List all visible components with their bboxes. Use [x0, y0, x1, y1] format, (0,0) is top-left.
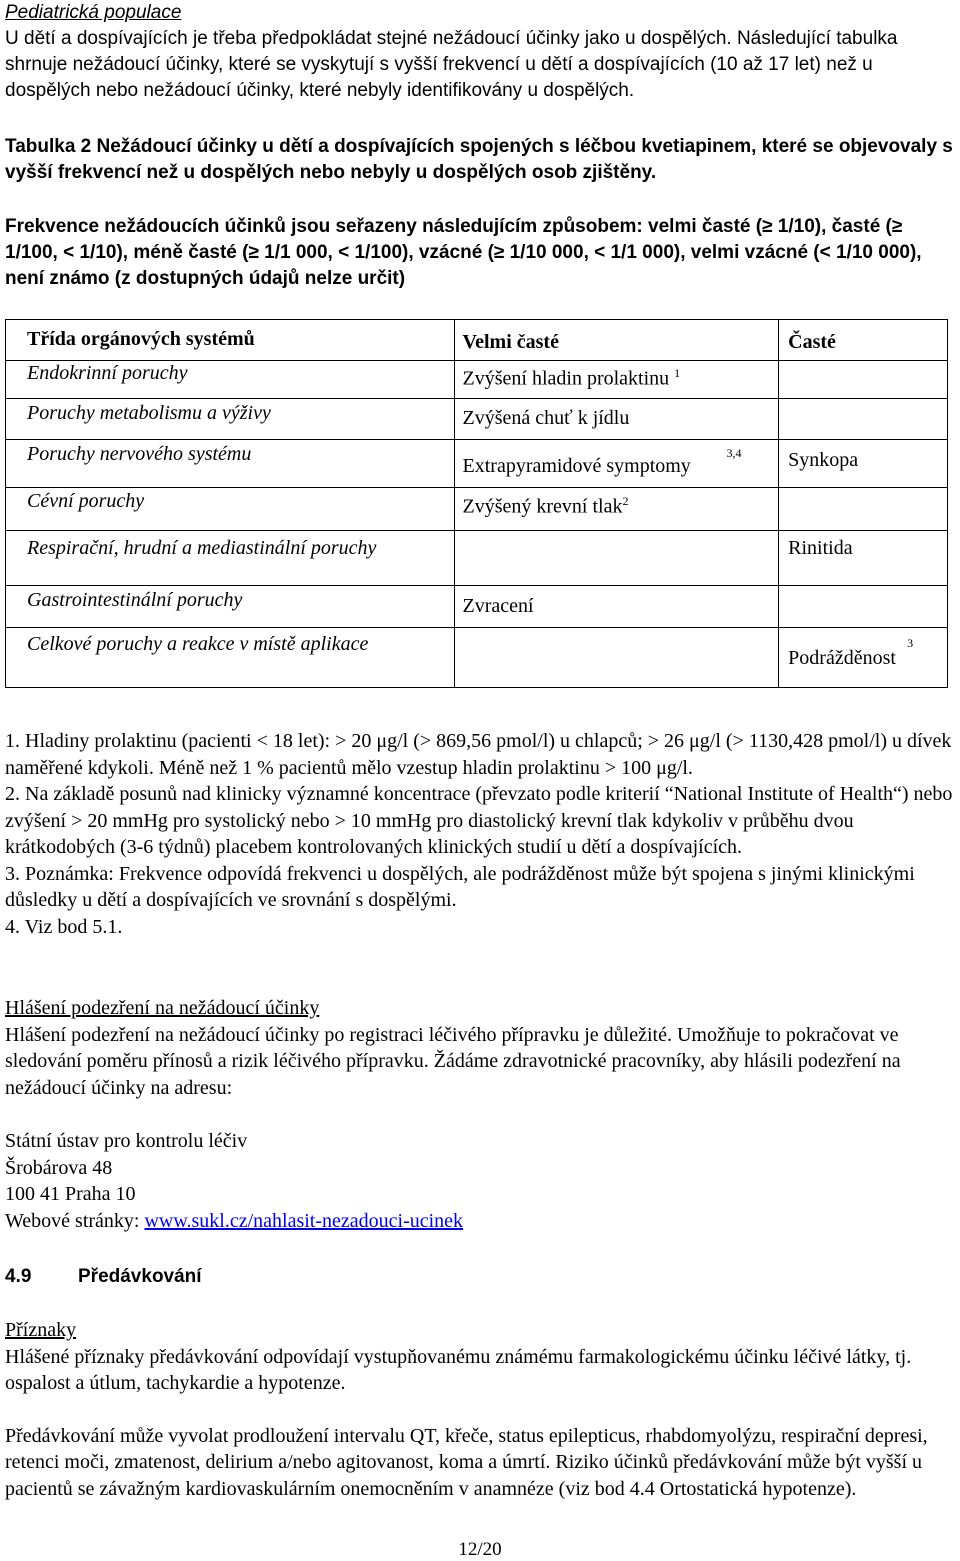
table-row — [6, 440, 948, 488]
symptoms-heading: Příznaky — [5, 1319, 77, 1341]
page-number: 12/20 — [458, 1539, 502, 1560]
soc-cell: Poruchy metabolismu a výživy — [27, 402, 271, 424]
table-row — [6, 361, 948, 399]
soc-cell: Gastrointestinální poruchy — [27, 589, 243, 611]
symptoms-paragraph-2: Předávkování může vyvolat prodloužení intervalu QT, křeče, status epilepticus, rhabdomyolýzu, respirační depresi, retenci moči, zmatenost, delirium a/nebo agitovanost, koma a úmrtí. Riziko účinků předávkování může být vyšší u pacientů se závažným kardiovaskulárním onemocněním v anamnéze (viz bod 4.4 Ortostatická hypotenze). — [5, 1424, 928, 1500]
footnote-ref: 3,4 — [726, 446, 742, 460]
header-common: Časté — [788, 331, 836, 353]
soc-cell: Cévní poruchy — [27, 490, 145, 512]
pediatric-section — [5, 0, 955, 104]
soc-cell: Celkové poruchy a reakce v místě aplikace — [27, 633, 369, 655]
common-cell: Rinitida — [788, 537, 853, 559]
footnote-4: 4. Viz bod 5.1. — [5, 915, 123, 938]
very-common-cell: Zvýšený krevní tlak$^2$ — [462, 494, 629, 518]
very-common-cell: Zvracení — [462, 595, 534, 617]
reporting-section — [5, 995, 955, 1101]
footnote-1: 1. Hladiny prolaktinu (pacienti < 18 let): > 20 μg/l (> 869,56 pmol/l) u chlapců; > 26 μg/l (> 1130,428 pmol/l) u dívek naměřené kdykoli. Méně než 1 % pacientů mělo vzestup hladin prolaktinu > 100 μg/l. — [5, 730, 952, 779]
adverse-reactions-table — [5, 319, 948, 688]
address-line: Státní ústav pro kontrolu léčiv — [5, 1130, 248, 1152]
footnotes — [5, 728, 955, 940]
section-number: 4.9 — [5, 1266, 32, 1287]
address-line: 100 41 Praha 10 — [5, 1183, 136, 1205]
table-row — [6, 488, 948, 531]
very-common-cell: Zvýšená chuť k jídlu — [462, 407, 630, 429]
soc-cell: Respirační, hrudní a mediastinální poruchy — [27, 537, 377, 559]
common-cell: Synkopa — [788, 449, 859, 471]
very-common-cell: Zvýšení hladin prolaktinu $^1$ — [462, 366, 681, 390]
header-very-common: Velmi časté — [462, 331, 559, 353]
soc-cell: Endokrinní poruchy — [27, 362, 188, 384]
address-line: Šrobárova 48 — [5, 1156, 113, 1179]
address-block — [5, 1128, 955, 1234]
table-row — [6, 628, 948, 688]
symptoms-section — [5, 1317, 955, 1502]
table-header-row — [6, 320, 948, 361]
footnote-ref: 3 — [907, 636, 914, 650]
footnote-2: 2. Na základě posunů nad klinicky významné koncentrace (převzato podle kriterií “National Institute of Health“) nebo zvýšení > 20 mmHg pro systolický nebo > 10 mmHg pro diastolický krevní tlak kdykoliv v průběhu dvou krátkodobých (3-6 týdnů) placebem kontrolovaných klinických studií u dětí a dospívajících. — [5, 783, 953, 858]
pediatric-paragraph: U dětí a dospívajících je třeba předpokládat stejné nežádoucí účinky jako u dospělých. Následující tabulka shrnuje nežádoucí účinky, které se vyskytují s vyšší frekvencí u dětí a dospívajících (10 až 17 let) než u dospělých nebo nežádoucí účinky, které nebyly identifikovány u dospělých. — [5, 28, 898, 101]
very-common-cell: Extrapyramidové symptomy — [462, 455, 691, 477]
common-cell: Podrážděnost — [788, 647, 896, 669]
table-caption: Tabulka 2 Nežádoucí účinky u dětí a dospívajících spojených s léčbou kvetiapinem, které se objevovaly s vyšší frekvencí než u dospělých nebo nebyly u dospělých osob zjištěny. — [5, 136, 953, 183]
pediatric-heading: Pediatrická populace — [5, 2, 182, 23]
reporting-paragraph: Hlášení podezření na nežádoucí účinky po registraci léčivého přípravku je důležité. Umožňuje to pokračovat ve sledování poměru přínosů a rizik léčivého přípravku. Žádáme zdravotnické pracovníky, aby hlásili podezření na nežádoucí účinky na adresu: — [5, 1023, 901, 1099]
table-row — [6, 399, 948, 440]
footnote-3: 3. Poznámka: Frekvence odpovídá frekvenci u dospělých, ale podrážděnost může být spojena s jinými klinickými důsledky u dětí a dospívajících ve srovnání s dospělými. — [5, 862, 915, 911]
reporting-heading: Hlášení podezření na nežádoucí účinky — [5, 997, 320, 1019]
section-title: Předávkování — [78, 1266, 202, 1287]
frequency-note: Frekvence nežádoucích účinků jsou seřazeny následujícím způsobem: velmi časté (≥ 1/10), časté (≥ 1/100, < 1/10), méně časté (≥ 1/1 000, < 1/100), vzácné (≥ 1/10 000, < 1/1 000), velmi vzácné (< 1/10 000), není známo (z dostupných údajů nelze určit) — [5, 216, 922, 289]
table-row — [6, 531, 948, 586]
soc-cell: Poruchy nervového systému — [27, 443, 252, 465]
table-row — [6, 586, 948, 628]
section-heading — [5, 1264, 955, 1290]
header-soc: Třída orgánových systémů — [27, 328, 255, 350]
web-label: Webové stránky: — [5, 1209, 145, 1232]
web-line — [5, 1208, 955, 1235]
web-link[interactable]: www.sukl.cz/nahlasit-nezadouci-ucinek — [144, 1209, 464, 1232]
symptoms-paragraph-1: Hlášené příznaky předávkování odpovídají vystupňovanému známému farmakologickému účinku léčivé látky, tj. ospalost a útlum, tachykardie a hypotenze. — [5, 1345, 912, 1394]
